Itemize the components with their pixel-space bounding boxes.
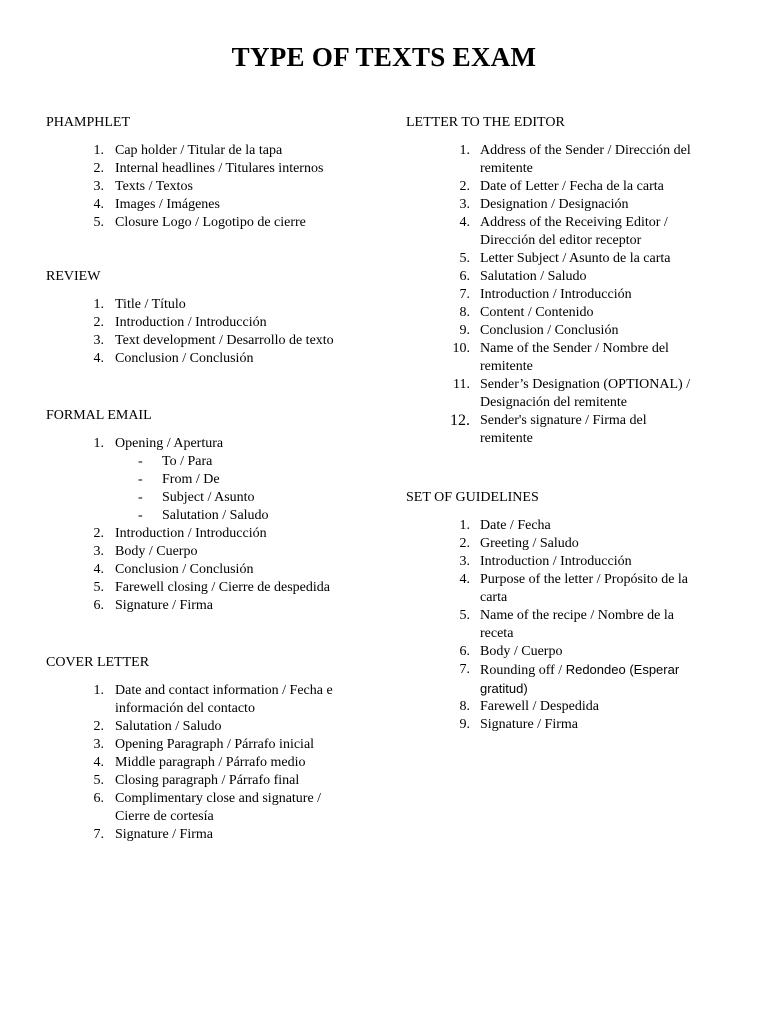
item-text-line: Sender’s Designation (OPTIONAL) / (480, 377, 691, 392)
item-number: 3. (93, 179, 104, 194)
item-text: Body / Cuerpo (480, 644, 563, 659)
item-number: 4. (459, 572, 470, 587)
list-item (46, 332, 376, 350)
item-number: 6. (93, 598, 104, 613)
item-text-line: Name of the Sender / Nombre del (480, 341, 669, 356)
subitem-text: To / Para (162, 454, 213, 469)
item-text-line: carta (480, 590, 508, 605)
item-number: 2. (93, 315, 104, 330)
list-item (46, 314, 376, 332)
section-heading: PHAMPHLET (46, 115, 131, 130)
dash-marker: - (138, 508, 143, 523)
item-number: 5. (93, 215, 104, 230)
list-item (46, 736, 376, 754)
dash-marker: - (138, 472, 143, 487)
item-number: 6. (459, 269, 470, 284)
list-item (46, 525, 376, 543)
list-item (406, 268, 746, 286)
item-number: 6. (459, 644, 470, 659)
list-item (406, 643, 746, 661)
list-item (406, 661, 746, 698)
item-text-line: Complimentary close and signature / (115, 791, 322, 806)
item-number: 2. (459, 179, 470, 194)
item-number: 2. (93, 161, 104, 176)
list-item (406, 214, 746, 250)
item-text: Date of Letter / Fecha de la carta (480, 179, 664, 194)
item-text: Closure Logo / Logotipo de cierre (115, 215, 306, 230)
right-column (406, 114, 746, 734)
item-number: 5. (459, 608, 470, 623)
item-text-line: receta (480, 626, 514, 641)
item-number: 7. (93, 827, 104, 842)
item-number: 3. (459, 197, 470, 212)
list-item (406, 178, 746, 196)
item-text-line: gratitud) (480, 681, 528, 696)
item-text-line: remitente (480, 431, 533, 446)
section-review (46, 268, 376, 407)
item-text: Conclusion / Conclusión (115, 562, 254, 577)
review-list (46, 296, 376, 368)
cover-letter-list (46, 682, 376, 844)
item-text-part: Rounding off / (480, 663, 563, 678)
subitem-text: From / De (162, 472, 220, 487)
sublist-item (46, 471, 376, 489)
item-text: Introduction / Introducción (115, 526, 267, 541)
item-text-line: Designación del remitente (480, 395, 627, 410)
letter-to-editor-list (406, 142, 746, 448)
item-number: 1. (93, 143, 104, 158)
list-item (406, 412, 746, 448)
section-heading: SET OF GUIDELINES (406, 490, 539, 505)
document-title: TYPE OF TEXTS EXAM (231, 42, 537, 72)
section-formal-email (46, 407, 376, 654)
item-text: Title / Título (115, 297, 186, 312)
item-text: Introduction / Introducción (480, 554, 632, 569)
item-number: 7. (459, 662, 470, 677)
list-item (46, 718, 376, 736)
list-item (46, 178, 376, 196)
section-guidelines (406, 489, 746, 734)
list-item (46, 142, 376, 160)
item-text-part: Redondeo (Esperar (565, 662, 680, 677)
item-number: 2. (459, 536, 470, 551)
list-item (406, 304, 746, 322)
item-text: Introduction / Introducción (480, 287, 632, 302)
item-text: Body / Cuerpo (115, 544, 198, 559)
item-text-line: Sender's signature / Firma del (480, 413, 647, 428)
item-text: Cap holder / Titular de la tapa (115, 143, 283, 158)
section-heading: FORMAL EMAIL (46, 408, 152, 423)
item-number: 1. (93, 436, 104, 451)
item-text: Content / Contenido (480, 305, 594, 320)
item-number: 6. (93, 791, 104, 806)
item-number: 1. (93, 297, 104, 312)
subitem-text: Salutation / Saludo (162, 508, 269, 523)
list-item (46, 214, 376, 232)
item-text: Farewell closing / Cierre de despedida (115, 580, 330, 595)
dash-marker: - (138, 490, 143, 505)
list-item (46, 579, 376, 597)
list-item (46, 772, 376, 790)
list-item (46, 682, 376, 718)
item-text: Signature / Firma (115, 598, 213, 613)
item-text: Salutation / Saludo (480, 269, 587, 284)
item-text: Opening / Apertura (115, 436, 224, 451)
item-number: 1. (459, 518, 470, 533)
list-item (406, 322, 746, 340)
list-item (46, 790, 376, 826)
item-text: Conclusion / Conclusión (115, 351, 254, 366)
list-item (46, 754, 376, 772)
section-heading: REVIEW (46, 269, 101, 284)
list-item (406, 286, 746, 304)
item-number: 5. (93, 773, 104, 788)
item-number: 5. (459, 251, 470, 266)
item-text: Signature / Firma (480, 717, 578, 732)
item-number: 4. (93, 562, 104, 577)
item-text-line: información del contacto (115, 701, 255, 716)
item-text-line: remitente (480, 359, 533, 374)
item-text-line: Dirección del editor receptor (480, 233, 642, 248)
left-column (46, 114, 376, 844)
item-number: 5. (93, 580, 104, 595)
item-number: 12. (450, 412, 470, 429)
item-number: 4. (93, 351, 104, 366)
item-number: 4. (93, 755, 104, 770)
item-text-line: remitente (480, 161, 533, 176)
item-number: 2. (93, 526, 104, 541)
list-item (46, 196, 376, 214)
sublist-item (46, 489, 376, 507)
item-text: Internal headlines / Titulares internos (115, 161, 324, 176)
item-text-line: Name of the recipe / Nombre de la (480, 608, 674, 623)
item-text: Conclusion / Conclusión (480, 323, 619, 338)
item-text: Letter Subject / Asunto de la carta (480, 251, 671, 266)
list-item (46, 597, 376, 615)
list-item (406, 340, 746, 376)
item-text: Salutation / Saludo (115, 719, 222, 734)
list-item (46, 296, 376, 314)
list-item (406, 716, 746, 734)
item-text-line: Address of the Receiving Editor / (480, 215, 668, 230)
section-heading: LETTER TO THE EDITOR (406, 115, 565, 130)
guidelines-list (406, 517, 746, 734)
list-item (406, 142, 746, 178)
section-pamphlet (46, 114, 376, 268)
item-text: Signature / Firma (115, 827, 213, 842)
section-letter-to-editor (406, 114, 746, 489)
item-text: Date / Fecha (480, 518, 551, 533)
list-item (406, 607, 746, 643)
item-number: 10. (452, 341, 470, 356)
item-text-line: Cierre de cortesía (115, 809, 214, 824)
item-number: 7. (459, 287, 470, 302)
formal-email-list (46, 435, 376, 615)
item-number: 2. (93, 719, 104, 734)
item-text: Text development / Desarrollo de texto (115, 333, 334, 348)
list-item (406, 250, 746, 268)
item-text: Greeting / Saludo (480, 536, 579, 551)
item-number: 9. (459, 323, 470, 338)
item-text: Texts / Textos (115, 179, 193, 194)
item-text: Designation / Designación (480, 197, 629, 212)
item-text: Closing paragraph / Párrafo final (115, 773, 300, 788)
item-text: Farewell / Despedida (480, 699, 599, 714)
list-item (406, 698, 746, 716)
item-text: Middle paragraph / Párrafo medio (115, 755, 306, 770)
item-number: 8. (459, 305, 470, 320)
item-text-line: Date and contact information / Fecha e (115, 683, 333, 698)
list-item (46, 826, 376, 844)
item-number: 3. (459, 554, 470, 569)
item-text: Images / Imágenes (115, 197, 220, 212)
item-number: 3. (93, 737, 104, 752)
list-item (46, 561, 376, 579)
item-number: 4. (459, 215, 470, 230)
item-number: 11. (453, 377, 470, 392)
item-number: 9. (459, 717, 470, 732)
opening-sublist (46, 453, 376, 525)
list-item (46, 350, 376, 368)
item-text-line (480, 661, 746, 680)
list-item (46, 543, 376, 561)
sublist-item (46, 507, 376, 525)
section-heading: COVER LETTER (46, 655, 150, 670)
item-number: 1. (459, 143, 470, 158)
item-number: 1. (93, 683, 104, 698)
item-number: 3. (93, 333, 104, 348)
item-number: 4. (93, 197, 104, 212)
item-text: Opening Paragraph / Párrafo inicial (115, 737, 315, 752)
list-item (46, 435, 376, 525)
list-item (406, 196, 746, 214)
list-item (406, 376, 746, 412)
item-text: Introduction / Introducción (115, 315, 267, 330)
dash-marker: - (138, 454, 143, 469)
item-number: 3. (93, 544, 104, 559)
list-item (406, 535, 746, 553)
item-text-line: Address of the Sender / Dirección del (480, 143, 691, 158)
list-item (46, 160, 376, 178)
list-item (406, 517, 746, 535)
subitem-text: Subject / Asunto (162, 490, 255, 505)
list-item (406, 553, 746, 571)
pamphlet-list (46, 142, 376, 232)
sublist-item (46, 453, 376, 471)
item-text-line: Purpose of the letter / Propósito de la (480, 572, 689, 587)
section-cover-letter (46, 654, 376, 844)
item-number: 8. (459, 699, 470, 714)
list-item (406, 571, 746, 607)
